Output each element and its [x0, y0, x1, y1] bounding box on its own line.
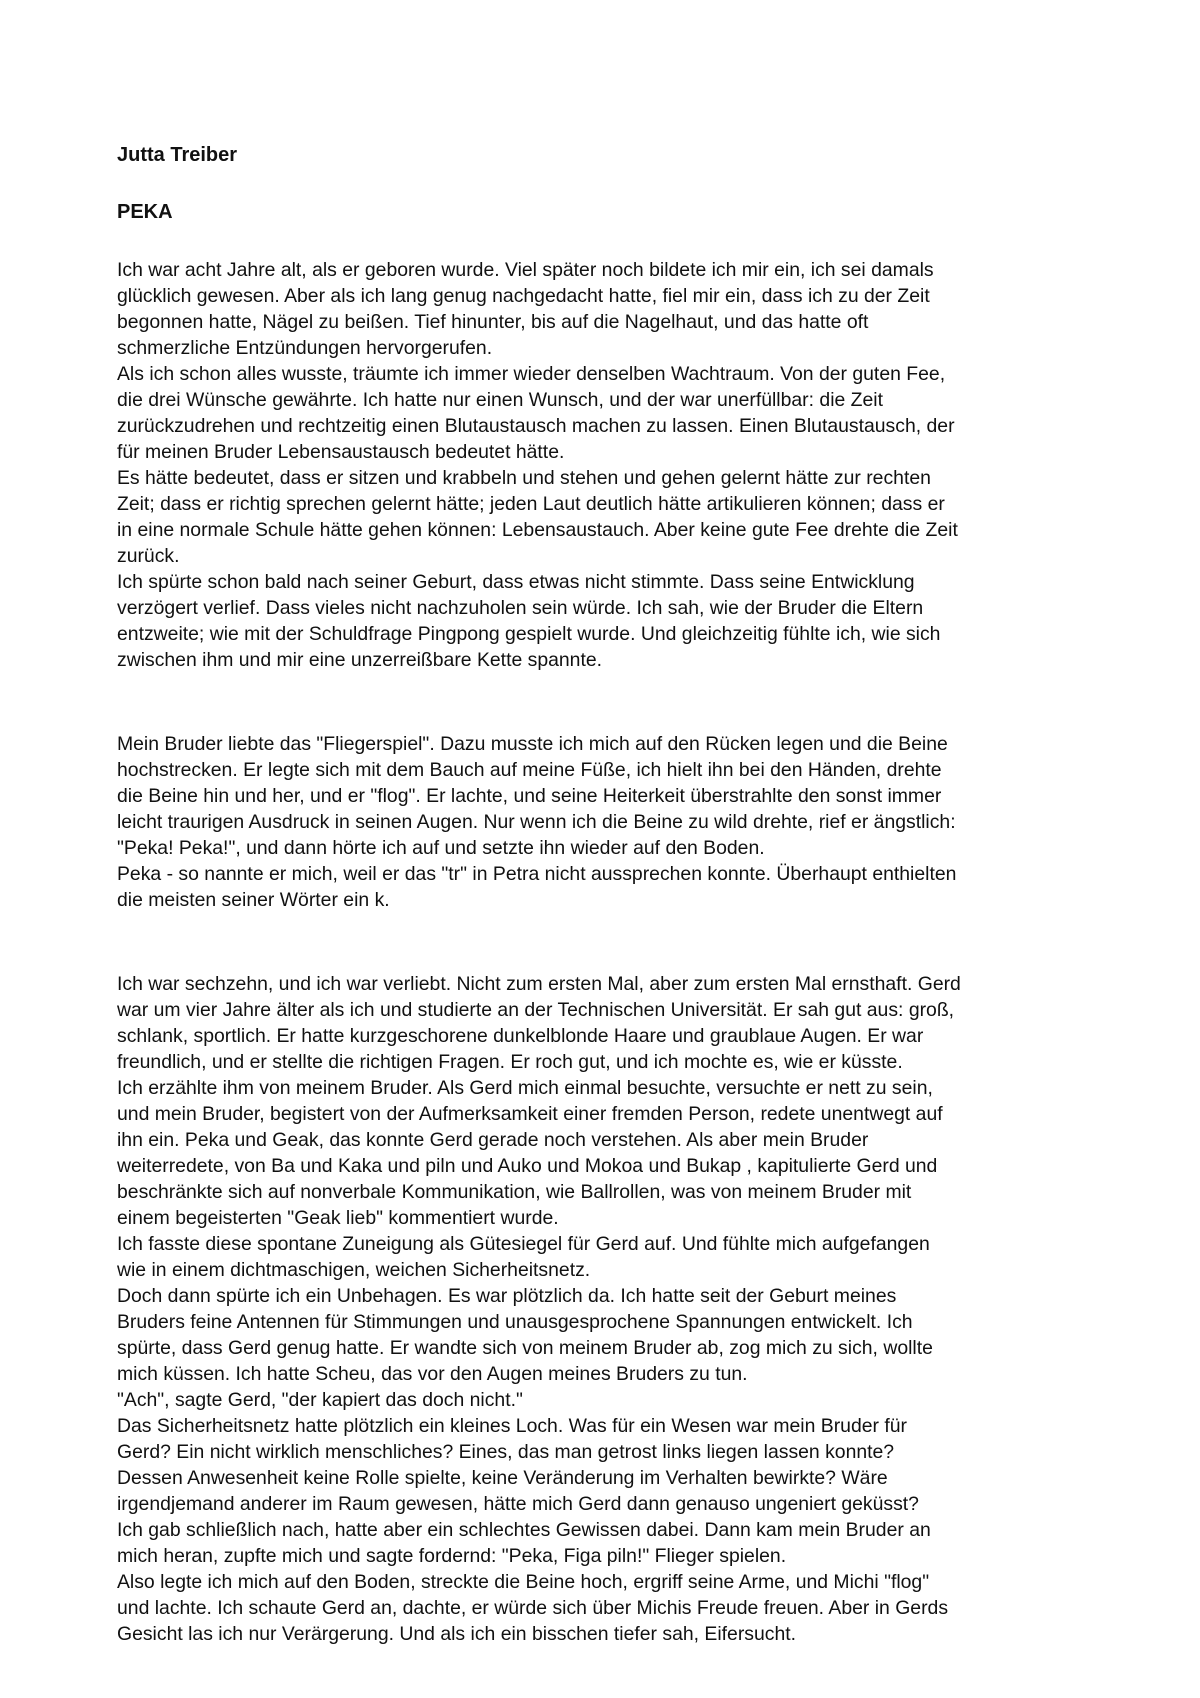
text-line: verzögert verlief. Dass vieles nicht nachzuholen sein würde. Ich sah, wie der Bruder die Eltern	[117, 597, 924, 619]
story-title: PEKA	[117, 201, 173, 223]
text-line: und mein Bruder, begistert von der Aufmerksamkeit einer fremden Person, redete unentwegt auf	[117, 1103, 943, 1125]
text-line: leicht traurigen Ausdruck in seinen Augen. Nur wenn ich die Beine zu wild drehte, rief er ängstlich:	[117, 811, 956, 833]
text-line: hochstrecken. Er legte sich mit dem Bauch auf meine Füße, ich hielt ihn bei den Händen, drehte	[117, 759, 942, 781]
text-line: zurückzudrehen und rechtzeitig einen Blutaustausch machen zu lassen. Einen Blutaustausch, der	[117, 415, 955, 437]
text-line: Ich erzählte ihm von meinem Bruder. Als Gerd mich einmal besuchte, versuchte er nett zu sein,	[117, 1077, 933, 1099]
text-line: in eine normale Schule hätte gehen können: Lebensaustauch. Aber keine gute Fee drehte die Zeit	[117, 519, 958, 541]
text-line: weiterredete, von Ba und Kaka und piln und Auko und Mokoa und Bukap , kapitulierte Gerd und	[117, 1155, 938, 1177]
text-line: spürte, dass Gerd genug hatte. Er wandte sich von meinem Bruder ab, zog mich zu sich, wollte	[117, 1337, 933, 1359]
author-name: Jutta Treiber	[117, 144, 238, 166]
text-line: Als ich schon alles wusste, träumte ich immer wieder denselben Wachtraum. Von der guten Fee,	[117, 363, 946, 385]
text-line: irgendjemand anderer im Raum gewesen, hätte mich Gerd dann genauso ungeniert geküsst?	[117, 1493, 919, 1515]
text-line: Ich war acht Jahre alt, als er geboren wurde. Viel später noch bildete ich mir ein, ich sei damals	[117, 259, 934, 281]
text-line: für meinen Bruder Lebensaustausch bedeutet hätte.	[117, 441, 565, 463]
text-line: zwischen ihm und mir eine unzerreißbare Kette spannte.	[117, 649, 603, 671]
text-line: Dessen Anwesenheit keine Rolle spielte, keine Veränderung im Verhalten bewirkte? Wäre	[117, 1467, 888, 1489]
text-line: Bruders feine Antennen für Stimmungen und unausgesprochene Spannungen entwickelt. Ich	[117, 1311, 913, 1333]
text-line: die drei Wünsche gewährte. Ich hatte nur einen Wunsch, und der war unerfüllbar: die Zeit	[117, 389, 883, 411]
text-line: wie in einem dichtmaschigen, weichen Sicherheitsnetz.	[117, 1259, 591, 1281]
text-line: Es hätte bedeutet, dass er sitzen und krabbeln und stehen und gehen gelernt hätte zur rechten	[117, 467, 931, 489]
text-line: die Beine hin und her, und er "flog". Er lachte, und seine Heiterkeit überstrahlte den sonst immer	[117, 785, 942, 807]
text-line: Also legte ich mich auf den Boden, streckte die Beine hoch, ergriff seine Arme, und Michi "flog"	[117, 1571, 930, 1593]
text-line: Ich gab schließlich nach, hatte aber ein schlechtes Gewissen dabei. Dann kam mein Bruder an	[117, 1519, 931, 1541]
text-line: freundlich, und er stellte die richtigen Fragen. Er roch gut, und ich mochte es, wie er küsste.	[117, 1051, 903, 1073]
text-line: Mein Bruder liebte das "Fliegerspiel". Dazu musste ich mich auf den Rücken legen und die Beine	[117, 733, 948, 755]
text-line: war um vier Jahre älter als ich und studierte an der Technischen Universität. Er sah gut aus: groß,	[117, 999, 955, 1021]
text-line: Ich fasste diese spontane Zuneigung als Gütesiegel für Gerd auf. Und fühlte mich aufgefangen	[117, 1233, 930, 1255]
text-line: schlank, sportlich. Er hatte kurzgeschorene dunkelblonde Haare und graublaue Augen. Er war	[117, 1025, 924, 1047]
text-line: beschränkte sich auf nonverbale Kommunikation, wie Ballrollen, was von meinem Bruder mit	[117, 1181, 912, 1203]
text-line: Peka - so nannte er mich, weil er das "tr" in Petra nicht aussprechen konnte. Überhaupt enthielten	[117, 863, 957, 885]
text-line: Das Sicherheitsnetz hatte plötzlich ein kleines Loch. Was für ein Wesen war mein Bruder für	[117, 1415, 907, 1437]
text-line: Ich spürte schon bald nach seiner Geburt, dass etwas nicht stimmte. Dass seine Entwicklung	[117, 571, 915, 593]
text-line: Zeit; dass er richtig sprechen gelernt hätte; jeden Laut deutlich hätte artikulieren können; dass er	[117, 493, 945, 515]
text-line: einem begeisterten "Geak lieb" kommentiert wurde.	[117, 1207, 559, 1229]
text-line: Ich war sechzehn, und ich war verliebt. Nicht zum ersten Mal, aber zum ersten Mal ernsthaft. Gerd	[117, 973, 961, 995]
text-line: mich heran, zupfte mich und sagte fordernd: "Peka, Figa piln!" Flieger spielen.	[117, 1545, 787, 1567]
text-line: Gesicht las ich nur Verärgerung. Und als ich ein bisschen tiefer sah, Eifersucht.	[117, 1623, 797, 1645]
text-line: entzweite; wie mit der Schuldfrage Pingpong gespielt wurde. Und gleichzeitig fühlte ich, wie sich	[117, 623, 941, 645]
text-line: begonnen hatte, Nägel zu beißen. Tief hinunter, bis auf die Nagelhaut, und das hatte oft	[117, 311, 869, 333]
text-line: ihn ein. Peka und Geak, das konnte Gerd gerade noch verstehen. Als aber mein Bruder	[117, 1129, 869, 1151]
document-page	[117, 142, 1089, 1647]
paragraph-gap	[117, 689, 1089, 715]
text-line: "Ach", sagte Gerd, "der kapiert das doch nicht."	[117, 1389, 523, 1411]
text-line: mich küssen. Ich hatte Scheu, das vor den Augen meines Bruders zu tun.	[117, 1363, 748, 1385]
text-line: die meisten seiner Wörter ein k.	[117, 889, 390, 911]
text-line: glücklich gewesen. Aber als ich lang genug nachgedacht hatte, fiel mir ein, dass ich zu der Zeit	[117, 285, 930, 307]
text-line: Doch dann spürte ich ein Unbehagen. Es war plötzlich da. Ich hatte seit der Geburt meines	[117, 1285, 897, 1307]
text-line: und lachte. Ich schaute Gerd an, dachte, er würde sich über Michis Freude freuen. Aber in Gerds	[117, 1597, 949, 1619]
paragraph-gap	[117, 929, 1089, 955]
text-line: Gerd? Ein nicht wirklich menschliches? Eines, das man getrost links liegen lassen konnte?	[117, 1441, 895, 1463]
text-line: schmerzliche Entzündungen hervorgerufen.	[117, 337, 493, 359]
story-body	[117, 257, 1089, 1647]
text-line: zurück.	[117, 545, 180, 567]
text-line: "Peka! Peka!", und dann hörte ich auf und setzte ihn wieder auf den Boden.	[117, 837, 765, 859]
